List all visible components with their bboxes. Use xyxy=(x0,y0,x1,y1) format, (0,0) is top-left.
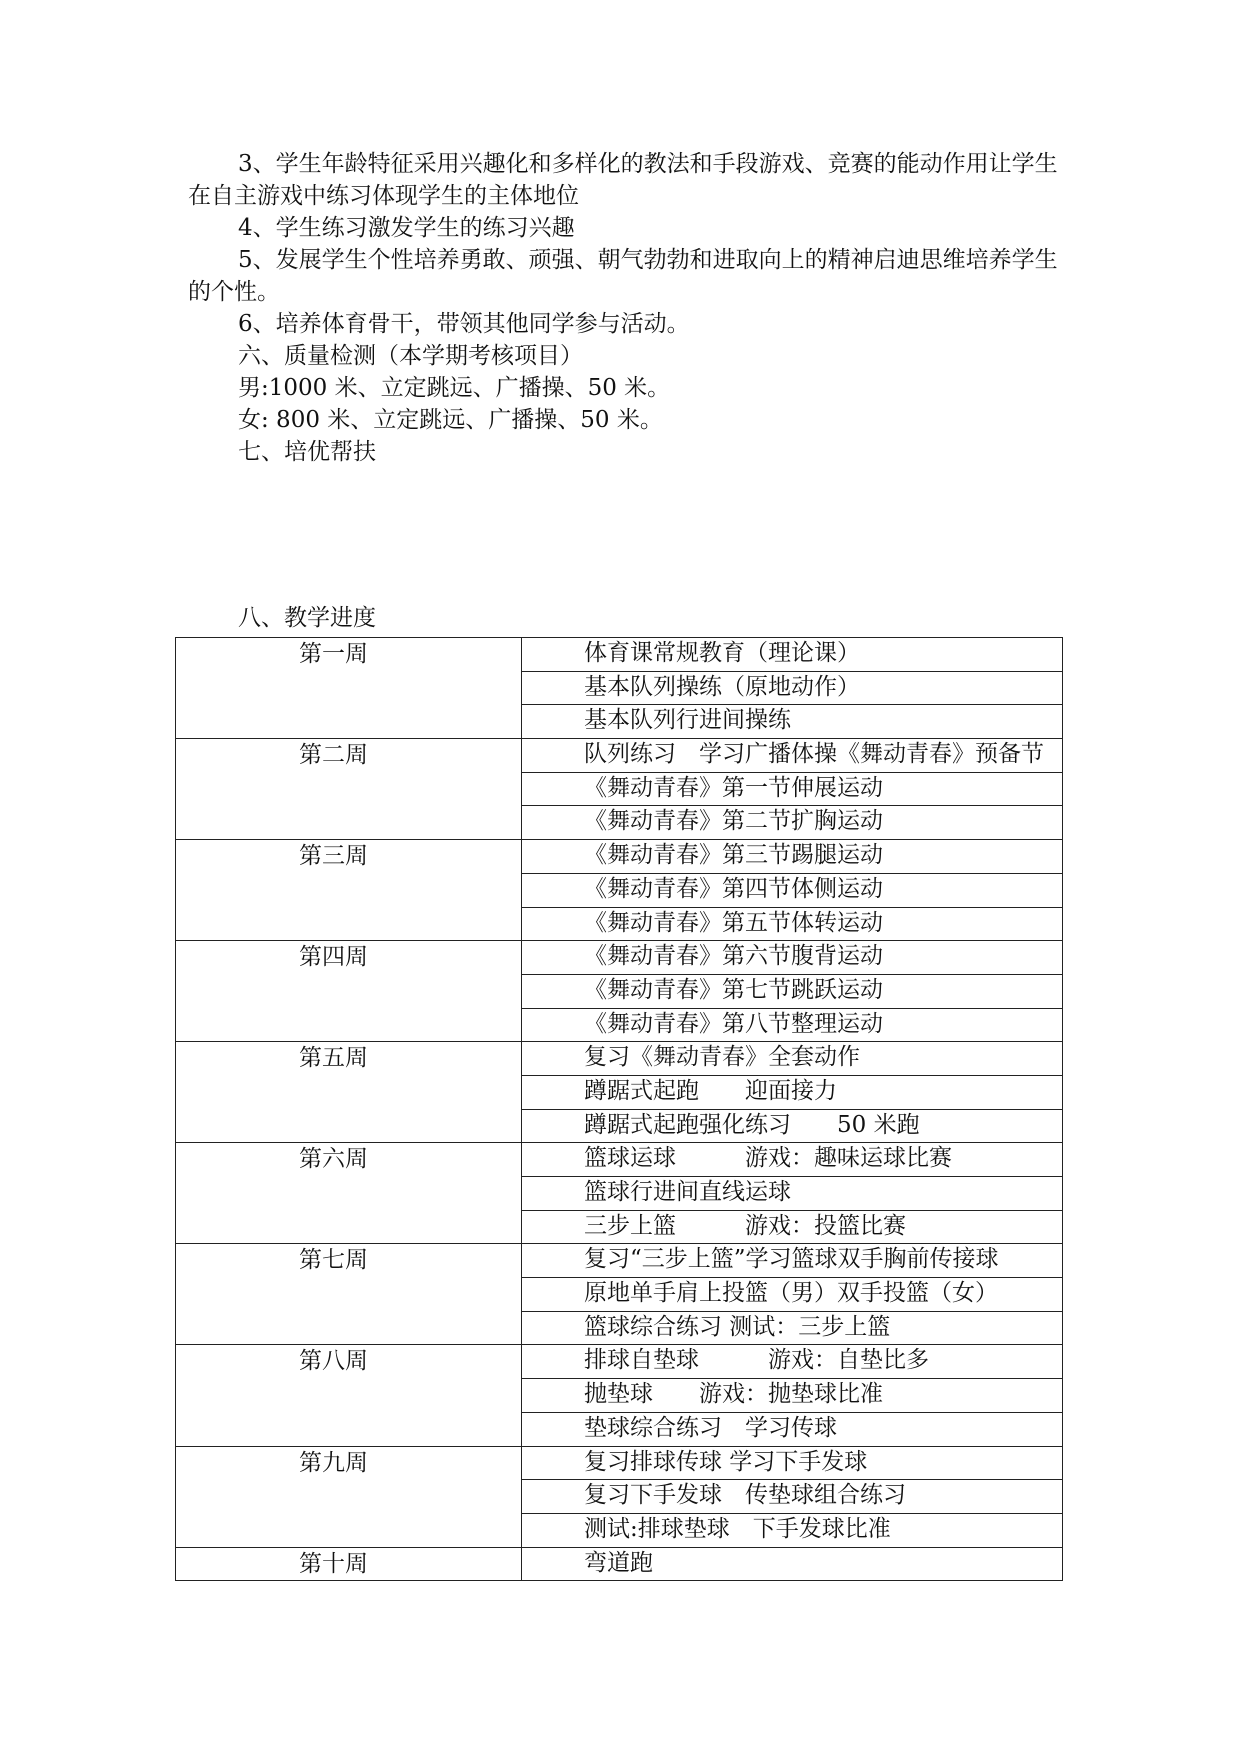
table-row xyxy=(176,941,1063,975)
week-label: 第十周 xyxy=(299,1550,368,1577)
table-row xyxy=(176,638,1063,672)
lesson-cell: 垫球综合练习 学习传球 xyxy=(522,1412,1063,1446)
week-cell xyxy=(176,1345,522,1446)
table-row xyxy=(176,1446,1063,1480)
week-label: 第一周 xyxy=(299,641,368,667)
lesson-cell: 蹲踞式起跑强化练习 50 米跑 xyxy=(522,1109,1063,1143)
week-cell xyxy=(176,1042,522,1143)
lesson-cell: 排球自垫球 游戏：自垫比多 xyxy=(522,1345,1063,1379)
girls-test-items: 女: 800 米、立定跳远、广播操、50 米。 xyxy=(238,407,663,433)
lesson-cell: 篮球综合练习 测试：三步上篮 xyxy=(522,1311,1063,1345)
table-row xyxy=(176,1244,1063,1278)
paragraph-item-5: 5、发展学生个性培养勇敢、顽强、朝气勃勃和进取向上的精神启迪思维培养学生的个性。 xyxy=(188,247,1058,305)
week-cell xyxy=(176,1547,522,1581)
week-cell xyxy=(176,941,522,1042)
lesson-cell: 《舞动青春》第八节整理运动 xyxy=(522,1008,1063,1042)
lesson-cell: 复习排球传球 学习下手发球 xyxy=(522,1446,1063,1480)
table-row xyxy=(176,1042,1063,1076)
week-label: 第二周 xyxy=(299,742,368,769)
section-heading-schedule: 八、教学进度 xyxy=(238,605,376,631)
table-row xyxy=(176,1345,1063,1379)
lesson-cell: 三步上篮 游戏：投篮比赛 xyxy=(522,1210,1063,1244)
lesson-cell: 《舞动青春》第二节扩胸运动 xyxy=(522,806,1063,840)
teaching-schedule-table xyxy=(175,637,1063,1581)
lesson-cell: 复习下手发球 传垫球组合练习 xyxy=(522,1480,1063,1514)
table-row xyxy=(176,1547,1063,1581)
lesson-cell: 抛垫球 游戏：抛垫球比准 xyxy=(522,1379,1063,1413)
week-cell xyxy=(176,638,522,739)
lesson-cell: 蹲踞式起跑 迎面接力 xyxy=(522,1075,1063,1109)
section-quality-check: 六、质量检测（本学期考核项目） xyxy=(238,343,583,369)
lesson-cell: 弯道跑 xyxy=(522,1547,1063,1581)
section-tutoring: 七、培优帮扶 xyxy=(238,439,376,465)
lesson-cell: 《舞动青春》第七节跳跃运动 xyxy=(522,974,1063,1008)
lesson-cell: 《舞动青春》第四节体侧运动 xyxy=(522,873,1063,907)
week-cell xyxy=(176,1143,522,1244)
lesson-cell: 《舞动青春》第六节腹背运动 xyxy=(522,941,1063,975)
lesson-cell: 《舞动青春》第一节伸展运动 xyxy=(522,772,1063,806)
lesson-cell: 基本队列行进间操练 xyxy=(522,705,1063,739)
lesson-cell: 复习“三步上篮”学习篮球双手胸前传接球 xyxy=(522,1244,1063,1278)
week-cell xyxy=(176,1446,522,1547)
week-label: 第七周 xyxy=(299,1247,368,1274)
lesson-cell: 体育课常规教育（理论课） xyxy=(522,638,1063,672)
paragraph-item-4: 4、学生练习激发学生的练习兴趣 xyxy=(238,215,575,241)
week-cell xyxy=(176,840,522,941)
lesson-cell: 篮球运球 游戏：趣味运球比赛 xyxy=(522,1143,1063,1177)
week-label: 第六周 xyxy=(299,1146,368,1173)
lesson-cell: 原地单手肩上投篮（男）双手投篮（女） xyxy=(522,1278,1063,1312)
table-row xyxy=(176,739,1063,773)
week-cell xyxy=(176,1244,522,1345)
week-label: 第九周 xyxy=(299,1449,368,1476)
lesson-cell: 篮球行进间直线运球 xyxy=(522,1177,1063,1211)
body-text xyxy=(188,148,1058,468)
lesson-cell: 《舞动青春》第五节体转运动 xyxy=(522,907,1063,941)
lesson-cell: 测试:排球垫球 下手发球比准 xyxy=(522,1513,1063,1547)
week-cell xyxy=(176,739,522,840)
lesson-cell: 队列练习 学习广播体操《舞动青春》预备节 xyxy=(522,739,1063,773)
table-row xyxy=(176,1143,1063,1177)
week-label: 第八周 xyxy=(299,1348,368,1375)
lesson-cell: 复习《舞动青春》全套动作 xyxy=(522,1042,1063,1076)
week-label: 第三周 xyxy=(299,843,368,870)
paragraph-item-6: 6、培养体育骨干，带领其他同学参与活动。 xyxy=(238,311,690,337)
lesson-cell: 基本队列操练（原地动作） xyxy=(522,671,1063,705)
week-label: 第五周 xyxy=(299,1045,368,1072)
lesson-cell: 《舞动青春》第三节踢腿运动 xyxy=(522,840,1063,874)
boys-test-items: 男:1000 米、立定跳远、广播操、50 米。 xyxy=(238,375,671,401)
week-label: 第四周 xyxy=(299,944,368,971)
paragraph-item-3: 3、学生年龄特征采用兴趣化和多样化的教法和手段游戏、竞赛的能动作用让学生在自主游戏中练习体现学生的主体地位 xyxy=(188,151,1058,209)
table-row xyxy=(176,840,1063,874)
